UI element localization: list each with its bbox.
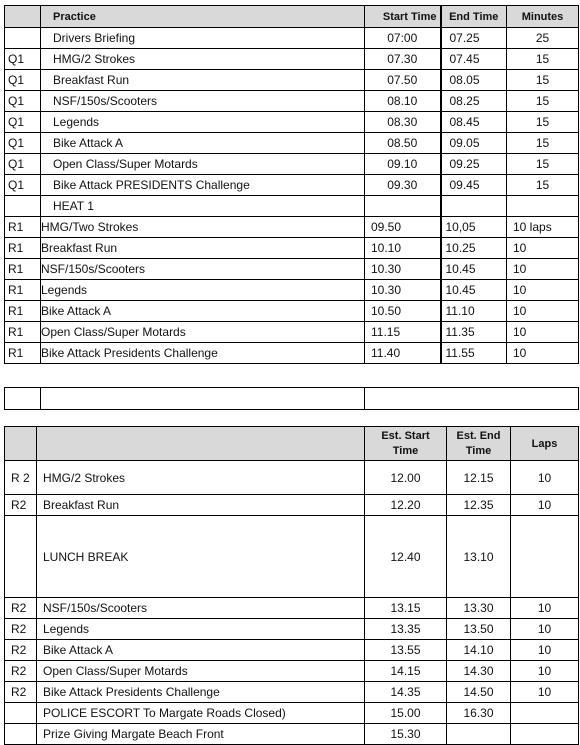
heat-2-cell-laps: 10 (511, 461, 579, 495)
heat-2-cell-code: R2 (5, 640, 37, 661)
heat-1-cell-minutes: 10 laps (507, 217, 579, 238)
practice-cell-minutes: 15 (507, 154, 579, 175)
practice-cell-code (5, 28, 41, 49)
heat-2-cell-event: Open Class/Super Motards (37, 661, 365, 682)
heat-1-cell-minutes: 10 (507, 280, 579, 301)
practice-cell-event: Breakfast Run (41, 70, 365, 91)
heat-2-cell-start: 12.20 (365, 495, 447, 516)
heat-2-cell-laps (511, 724, 579, 745)
heat-1-row (5, 259, 579, 280)
heat-1-cell-minutes: 10 (507, 322, 579, 343)
heat-1-cell-end: 11.35 (441, 322, 507, 343)
heat-2-schedule-table (4, 426, 579, 745)
heat-2-cell-event: LUNCH BREAK (37, 516, 365, 598)
heat-1-cell-event: Breakfast Run (41, 238, 365, 259)
practice-cell-start: 07.30 (365, 49, 441, 70)
practice-cell-end: 07.45 (441, 49, 507, 70)
heat-2-cell-laps (511, 703, 579, 724)
heat-2-cell-end: 16.30 (447, 703, 511, 724)
heat-2-cell-laps: 10 (511, 682, 579, 703)
heat-2-cell-code: R2 (5, 495, 37, 516)
heat-1-cell-code: R1 (5, 217, 41, 238)
practice-cell-start: 08.50 (365, 133, 441, 154)
heat-2-row (5, 516, 579, 598)
heat-2-cell-start: 15.30 (365, 724, 447, 745)
heat-1-cell-end: 10,05 (441, 217, 507, 238)
heat-2-cell-event: POLICE ESCORT To Margate Roads Closed) (37, 703, 365, 724)
heat-1-cell-event: HMG/Two Strokes (41, 217, 365, 238)
heat-1-cell-start: 10.10 (365, 238, 441, 259)
header-minutes: Minutes (507, 6, 579, 28)
heat-2-row (5, 598, 579, 619)
heat-1-label: HEAT 1 (41, 196, 365, 217)
practice-cell-minutes: 15 (507, 112, 579, 133)
header-end-time: End Time (441, 6, 507, 28)
heat-2-cell-start: 15.00 (365, 703, 447, 724)
heat-2-row (5, 682, 579, 703)
heat-2-cell-laps: 10 (511, 661, 579, 682)
practice-cell-minutes: 25 (507, 28, 579, 49)
practice-cell-end: 09.05 (441, 133, 507, 154)
practice-cell-minutes: 15 (507, 175, 579, 196)
heat-2-row (5, 661, 579, 682)
heat-1-row (5, 238, 579, 259)
heat-1-cell-minutes: 10 (507, 238, 579, 259)
heat-2-row (5, 461, 579, 495)
heat-1-cell-start: 09.50 (365, 217, 441, 238)
practice-cell-code: Q1 (5, 70, 41, 91)
heat-2-row (5, 619, 579, 640)
practice-cell-event: Bike Attack A (41, 133, 365, 154)
heat-2-cell-event: Legends (37, 619, 365, 640)
practice-cell-end: 08.45 (441, 112, 507, 133)
practice-cell-minutes: 15 (507, 70, 579, 91)
header-code (5, 6, 41, 28)
heat-2-row (5, 703, 579, 724)
heat-2-cell-laps: 10 (511, 619, 579, 640)
heat-2-cell-end (447, 724, 511, 745)
practice-cell-start: 09.30 (365, 175, 441, 196)
heat-1-cell-start: 10.50 (365, 301, 441, 322)
practice-cell-code: Q1 (5, 49, 41, 70)
practice-cell-code: Q1 (5, 133, 41, 154)
practice-cell-minutes: 15 (507, 133, 579, 154)
heat-2-header-row (5, 427, 579, 461)
practice-cell-start: 07.50 (365, 70, 441, 91)
heat-1-cell-code: R1 (5, 343, 41, 364)
practice-cell-event: HMG/2 Strokes (41, 49, 365, 70)
heat-1-row (5, 280, 579, 301)
practice-cell-end: 07.25 (441, 28, 507, 49)
heat-2-cell-laps (511, 516, 579, 598)
heat-1-cell-event: NSF/150s/Scooters (41, 259, 365, 280)
heat-2-cell-end: 12.35 (447, 495, 511, 516)
heat-1-cell-start: 10.30 (365, 280, 441, 301)
heat-1-cell-end: 11.10 (441, 301, 507, 322)
heat-2-row (5, 495, 579, 516)
practice-cell-event: NSF/150s/Scooters (41, 91, 365, 112)
practice-cell-code: Q1 (5, 154, 41, 175)
practice-cell-start: 08.30 (365, 112, 441, 133)
heat-2-cell-laps: 10 (511, 495, 579, 516)
practice-cell-code: Q1 (5, 112, 41, 133)
heat-2-cell-start: 13.15 (365, 598, 447, 619)
heat-1-cell-minutes: 10 (507, 301, 579, 322)
practice-cell-event: Bike Attack PRESIDENTS Challenge (41, 175, 365, 196)
heat-1-row (5, 217, 579, 238)
heat-1-cell-event: Open Class/Super Motards (41, 322, 365, 343)
heat-2-cell-start: 12.40 (365, 516, 447, 598)
heat-2-cell-end: 13.10 (447, 516, 511, 598)
heat-2-cell-laps: 10 (511, 598, 579, 619)
practice-cell-minutes: 15 (507, 49, 579, 70)
practice-row (5, 91, 579, 112)
practice-cell-code: Q1 (5, 175, 41, 196)
heat-2-cell-end: 13.50 (447, 619, 511, 640)
heat-2-cell-end: 12.15 (447, 461, 511, 495)
heat-2-cell-start: 14.35 (365, 682, 447, 703)
heat-2-cell-event: Bike Attack A (37, 640, 365, 661)
heat-1-cell-start: 11.40 (365, 343, 441, 364)
heat-2-cell-code: R2 (5, 598, 37, 619)
practice-cell-event: Drivers Briefing (41, 28, 365, 49)
practice-cell-code: Q1 (5, 91, 41, 112)
heat-2-cell-start: 13.55 (365, 640, 447, 661)
practice-cell-start: 07:00 (365, 28, 441, 49)
heat-1-row (5, 322, 579, 343)
heat-1-cell-end: 11.55 (441, 343, 507, 364)
heat-2-cell-event: Bike Attack Presidents Challenge (37, 682, 365, 703)
heat-2-cell-laps: 10 (511, 640, 579, 661)
practice-row (5, 175, 579, 196)
heat-2-cell-code: R2 (5, 619, 37, 640)
practice-cell-end: 09.45 (441, 175, 507, 196)
heat-2-cell-end: 14.50 (447, 682, 511, 703)
practice-cell-event: Open Class/Super Motards (41, 154, 365, 175)
heat-1-cell-minutes: 10 (507, 259, 579, 280)
heat-2-cell-start: 14.15 (365, 661, 447, 682)
practice-row (5, 28, 579, 49)
heat-2-row (5, 640, 579, 661)
heat-2-cell-event: Prize Giving Margate Beach Front (37, 724, 365, 745)
practice-row (5, 154, 579, 175)
heat-2-row (5, 724, 579, 745)
practice-header-row (5, 6, 579, 28)
practice-cell-start: 08.10 (365, 91, 441, 112)
heat-2-cell-start: 13.35 (365, 619, 447, 640)
practice-cell-start: 09.10 (365, 154, 441, 175)
heat-1-row (5, 343, 579, 364)
heat-1-cell-end: 10.25 (441, 238, 507, 259)
practice-row (5, 49, 579, 70)
practice-row (5, 133, 579, 154)
heat-2-cell-code (5, 724, 37, 745)
heat-1-cell-code: R1 (5, 238, 41, 259)
heat-2-cell-event: NSF/150s/Scooters (37, 598, 365, 619)
heat-2-cell-code: R 2 (5, 461, 37, 495)
heat-2-cell-code (5, 516, 37, 598)
practice-cell-end: 08.25 (441, 91, 507, 112)
heat-1-cell-end: 10.45 (441, 280, 507, 301)
heat-1-cell-minutes: 10 (507, 343, 579, 364)
heat-2-cell-code (5, 703, 37, 724)
header-practice: Practice (41, 6, 365, 28)
heat-1-cell-code: R1 (5, 301, 41, 322)
practice-cell-minutes: 15 (507, 91, 579, 112)
heat-1-cell-start: 10.30 (365, 259, 441, 280)
heat-2-cell-event: HMG/2 Strokes (37, 461, 365, 495)
practice-cell-end: 08.05 (441, 70, 507, 91)
blank-separator-table (4, 387, 579, 410)
practice-cell-end: 09.25 (441, 154, 507, 175)
heat-2-cell-end: 13.30 (447, 598, 511, 619)
practice-row (5, 112, 579, 133)
practice-row (5, 70, 579, 91)
heat-1-cell-code: R1 (5, 322, 41, 343)
heat-2-cell-code: R2 (5, 661, 37, 682)
heat-1-cell-event: Legends (41, 280, 365, 301)
heat-1-cell-event: Bike Attack Presidents Challenge (41, 343, 365, 364)
heat-2-cell-end: 14.10 (447, 640, 511, 661)
header-laps: Laps (511, 427, 579, 461)
heat-2-cell-event: Breakfast Run (37, 495, 365, 516)
heat-1-cell-code: R1 (5, 280, 41, 301)
heat-1-cell-start: 11.15 (365, 322, 441, 343)
heat-1-row (5, 301, 579, 322)
heat-1-cell-event: Bike Attack A (41, 301, 365, 322)
header-est-end-time: Est. End Time (447, 427, 511, 461)
heat-1-cell-end: 10.45 (441, 259, 507, 280)
heat-2-cell-end: 14.30 (447, 661, 511, 682)
header2-code (5, 427, 37, 461)
heat-label-row (5, 196, 579, 217)
practice-cell-event: Legends (41, 112, 365, 133)
heat-2-cell-code: R2 (5, 682, 37, 703)
heat-1-cell-code: R1 (5, 259, 41, 280)
header-est-start-time: Est. Start Time (365, 427, 447, 461)
header-start-time: Start Time (365, 6, 441, 28)
heat-2-cell-start: 12.00 (365, 461, 447, 495)
practice-schedule-table (4, 5, 579, 364)
header2-event (37, 427, 365, 461)
